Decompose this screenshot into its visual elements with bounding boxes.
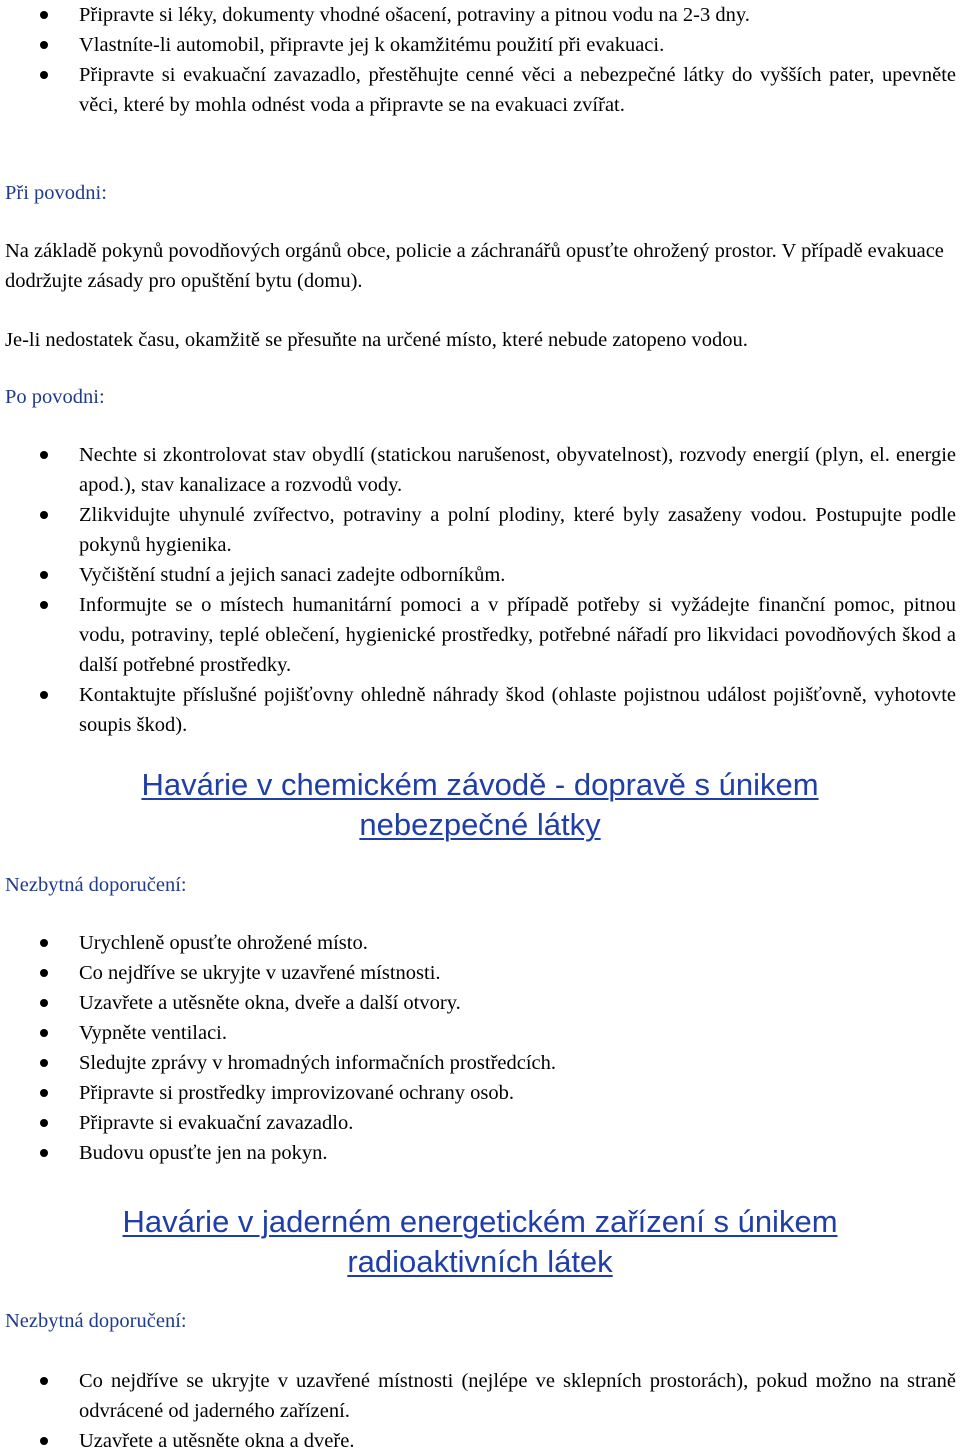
list-item: Budovu opusťte jen na pokyn. [0,1138,960,1168]
during-flood-paragraph: Na základě pokynů povodňových orgánů obce, policie a záchranářů opusťte ohrožený prostor. V případě evakuace dodržujte zásady pro opuštění bytu (domu). [5,240,944,292]
nuclear-section-title [0,1202,960,1282]
nuclear-recommendations-list [0,1366,960,1456]
chemical-section-title [0,765,960,845]
bullet-icon [40,939,48,947]
bullet-icon [40,1029,48,1037]
during-flood-heading: Při povodni: [5,182,107,204]
list-item: Vypněte ventilaci. [0,1018,960,1048]
bullet-icon [40,11,48,19]
list-item: Zlikvidujte uhynulé zvířectvo, potraviny a polní plodiny, které byly zasaženy vodou. Postupujte podle pokynů hygienika. [0,500,960,560]
bullet-icon [40,691,48,699]
preparation-list [0,0,960,120]
list-item: Připravte si evakuační zavazadlo. [0,1108,960,1138]
bullet-icon [40,571,48,579]
chemical-recommendations-heading: Nezbytná doporučení: [5,874,187,896]
list-item: Připravte si evakuační zavazadlo, přestěhujte cenné věci a nebezpečné látky do vyšších pater, upevněte věci, které by mohla odnést voda a připravte se na evakuaci zvířat. [0,60,960,120]
list-item: Co nejdříve se ukryjte v uzavřené místnosti. [0,958,960,988]
bullet-icon [40,41,48,49]
bullet-icon [40,999,48,1007]
list-item: Co nejdříve se ukryjte v uzavřené místnosti (nejlépe ve sklepních prostorách), pokud možno na straně odvrácené od jaderného zařízení. [0,1366,960,1426]
bullet-icon [40,1149,48,1157]
list-item: Vlastníte-li automobil, připravte jej k okamžitému použití při evakuaci. [0,30,960,60]
bullet-icon [40,1377,48,1385]
bullet-icon [40,71,48,79]
bullet-icon [40,601,48,609]
list-item: Uzavřete a utěsněte okna a dveře. [0,1426,960,1456]
bullet-icon [40,1059,48,1067]
chemical-title-line-1: Havárie v chemickém závodě - dopravě s únikem [141,767,819,802]
list-item: Uzavřete a utěsněte okna, dveře a další otvory. [0,988,960,1018]
list-item: Urychleně opusťte ohrožené místo. [0,928,960,958]
after-flood-list [0,440,960,740]
chemical-title-line-2: nebezpečné látky [359,807,601,842]
nuclear-title-line-2: radioaktivních látek [347,1244,613,1279]
bullet-icon [40,969,48,977]
list-item: Kontaktujte příslušné pojišťovny ohledně náhrady škod (ohlaste pojistnou událost pojišťovně, vyhotovte soupis škod). [0,680,960,740]
bullet-icon [40,511,48,519]
chemical-recommendations-list [0,928,960,1168]
list-item: Připravte si prostředky improvizované ochrany osob. [0,1078,960,1108]
list-item: Nechte si zkontrolovat stav obydlí (statickou narušenost, obyvatelnost), rozvody energií (plyn, el. energie apod.), stav kanalizace a rozvodů vody. [0,440,960,500]
bullet-icon [40,451,48,459]
during-flood-paragraph-2: Je-li nedostatek času, okamžitě se přesuňte na určené místo, které nebude zatopeno vodou. [5,329,748,351]
after-flood-heading: Po povodni: [5,386,105,408]
nuclear-title-line-1: Havárie v jaderném energetickém zařízení s únikem [122,1204,838,1239]
list-item: Vyčištění studní a jejich sanaci zadejte odborníkům. [0,560,960,590]
list-item: Informujte se o místech humanitární pomoci a v případě potřeby si vyžádejte finanční pomoc, pitnou vodu, potraviny, teplé oblečení, hygienické prostředky, potřebné nářadí pro likvidaci povodňových škod a další potřebné prostředky. [0,590,960,680]
nuclear-recommendations-heading: Nezbytná doporučení: [5,1310,187,1332]
list-item: Připravte si léky, dokumenty vhodné ošacení, potraviny a pitnou vodu na 2-3 dny. [0,0,960,30]
bullet-icon [40,1437,48,1445]
bullet-icon [40,1089,48,1097]
bullet-icon [40,1119,48,1127]
list-item: Sledujte zprávy v hromadných informačních prostředcích. [0,1048,960,1078]
